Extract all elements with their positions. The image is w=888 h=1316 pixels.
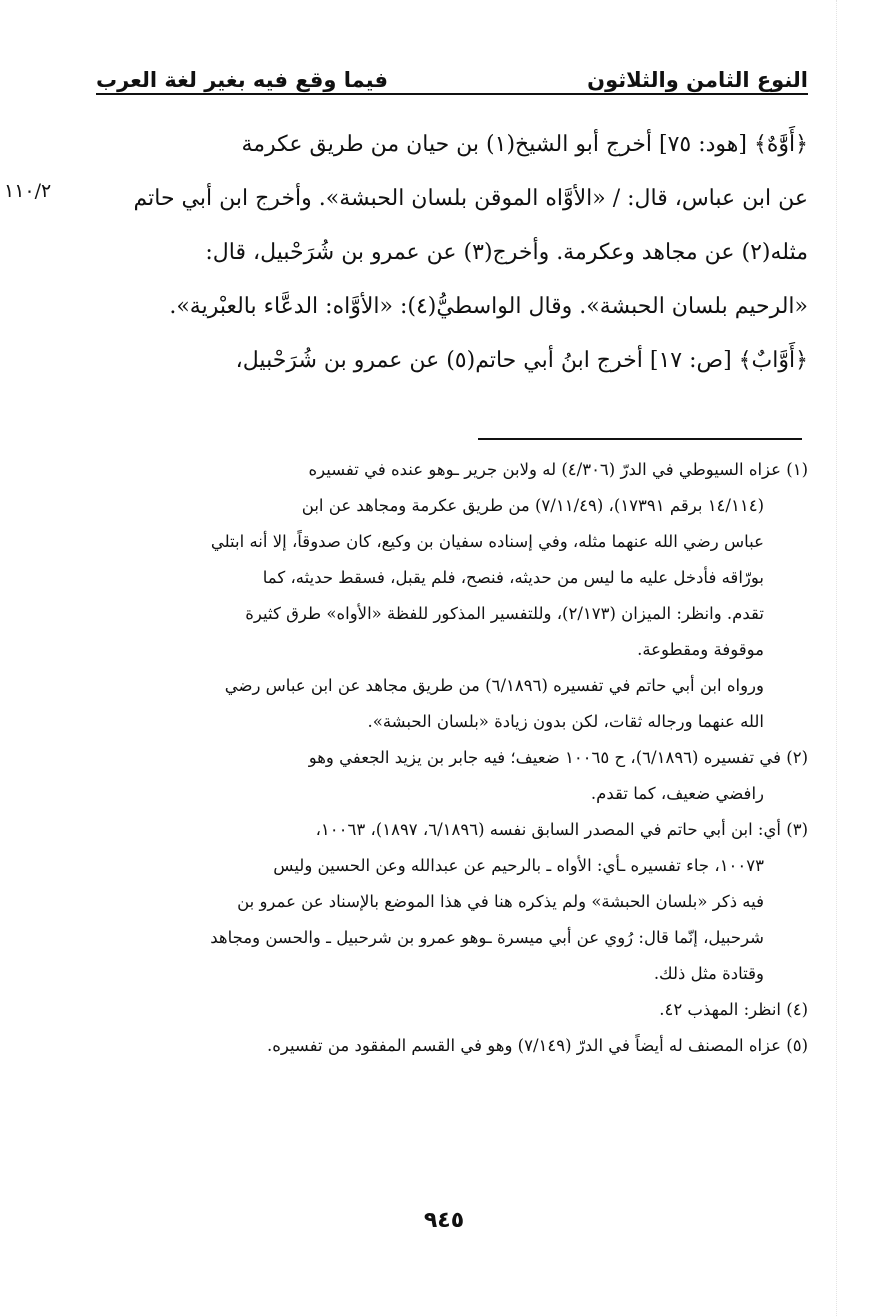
main-line: «الرحيم بلسان الحبشة». وقال الواسطيُّ(٤): «الأوَّاه: الدعَّاء بالعبْرية». <box>169 294 808 319</box>
footnote-line: موقوفة ومقطوعة. <box>637 640 764 659</box>
main-line: ﴿أَوَّٰهٌ﴾ [هود: ٧٥] أخرج أبو الشيخ(١) بن حيان من طريق عكرمة <box>241 132 808 157</box>
scan-edge <box>836 0 837 1316</box>
footnote-line: فيه ذكر «بلسان الحبشة» ولم يذكره هنا في هذا الموضع بالإسناد عن عمرو بن <box>237 892 764 911</box>
main-text <box>96 118 808 388</box>
header-divider <box>96 93 808 95</box>
footnote-line: (١٤/١١٤ برقم ١٧٣٩١)، (٧/١١/٤٩) من طريق عكرمة ومجاهد عن ابن <box>301 496 764 515</box>
chapter-title: النوع الثامن والثلاثون <box>587 68 808 92</box>
footnote-line: الله عنهما ورجاله ثقات، لكن بدون زيادة «بلسان الحبشة». <box>367 712 764 731</box>
footnote-divider <box>478 438 802 440</box>
footnote-line: تقدم. وانظر: الميزان (٢/١٧٣)، وللتفسير المذكور للفظة «الأواه» طرق كثيرة <box>245 604 764 623</box>
main-line: مثله(٢) عن مجاهد وعكرمة. وأخرج(٣) عن عمرو بن شُرَحْبيل، قال: <box>205 240 808 265</box>
margin-reference: ١١٠/٢ <box>4 180 52 202</box>
footnote-line: (٢) في تفسيره (٦/١٨٩٦)، ح ١٠٠٦٥ ضعيف؛ فيه جابر بن يزيد الجعفي وهو <box>308 748 808 767</box>
running-header <box>96 52 808 92</box>
footnote-line: (١) عزاه السيوطي في الدرّ (٤/٣٠٦) له ولابن جرير ـوهو عنده في تفسيره <box>308 460 808 479</box>
footnote-line: (٣) أي: ابن أبي حاتم في المصدر السابق نفسه (٦/١٨٩٦، ١٨٩٧)، ١٠٠٦٣، <box>315 820 808 839</box>
section-title: فيما وقع فيه بغير لغة العرب <box>96 68 389 92</box>
main-line: عن ابن عباس، قال: / «الأوَّاه الموقن بلسان الحبشة». وأخرج ابن أبي حاتم <box>133 186 808 211</box>
footnote-line: (٥) عزاه المصنف له أيضاً في الدرّ (٧/١٤٩) وهو في القسم المفقود من تفسيره. <box>266 1036 808 1055</box>
footnote-line: رافضي ضعيف، كما تقدم. <box>590 784 764 803</box>
footnote-line: ورواه ابن أبي حاتم في تفسيره (٦/١٨٩٦) من طريق مجاهد عن ابن عباس رضي <box>224 676 764 695</box>
footnote-line: بورّاقه فأدخل عليه ما ليس من حديثه، فنصح، فلم يقبل، فسقط حديثه، كما <box>262 568 764 587</box>
page-number: ٩٤٥ <box>423 1208 465 1233</box>
footnotes <box>96 452 808 1064</box>
footnote-line: (٤) انظر: المهذب ٤٢. <box>659 1000 808 1019</box>
footnote-line: عباس رضي الله عنهما مثله، وفي إسناده سفيان بن وكيع، كان صدوقاً، إلا أنه ابتلي <box>210 532 764 551</box>
footnote-line: ١٠٠٧٣، جاء تفسيره ـأي: الأواه ـ بالرحيم عن عبدالله وعن الحسين وليس <box>273 856 764 875</box>
footnote-line: شرحبيل، إنّما قال: رُوي عن أبي ميسرة ـوهو عمرو بن شرحبيل ـ والحسن ومجاهد <box>210 928 764 947</box>
footnote-line: وقتادة مثل ذلك. <box>653 964 764 983</box>
main-line: ﴿أَوَّابٌ﴾ [ص: ١٧] أخرج ابنُ أبي حاتم(٥) عن عمرو بن شُرَحْبيل، <box>235 348 808 373</box>
